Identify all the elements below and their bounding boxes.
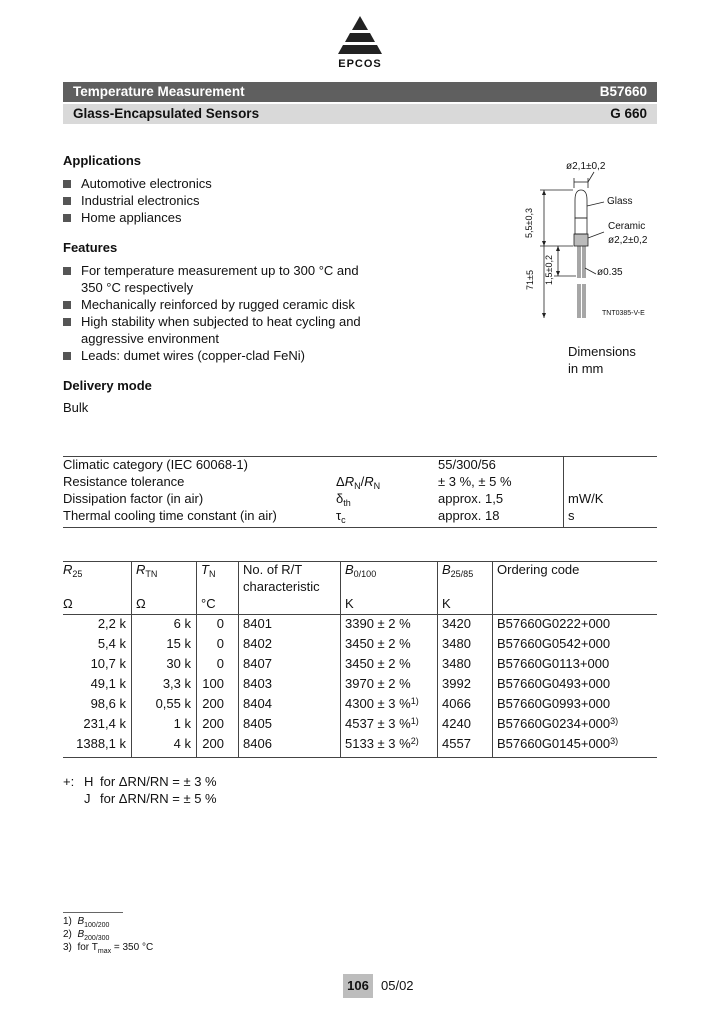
page-number: 106 <box>343 974 373 998</box>
subtitle-banner <box>63 104 657 124</box>
unit-b0100: K <box>345 596 354 611</box>
header-ordering-code: Ordering code <box>497 562 580 577</box>
table-row: 10,7 k 30 k 0 8407 3450 ± 2 % 3480 B57660G0113+000 <box>90 656 610 671</box>
banner-series: G 660 <box>610 106 647 121</box>
footnote-rule <box>63 912 123 913</box>
label-glass: Glass <box>607 196 633 207</box>
header-r25: $R_{25}$ <box>63 562 83 579</box>
header-rt-line1: No. of R/T <box>243 562 303 577</box>
page-date: 05/02 <box>381 978 414 993</box>
legend-letter-j: J <box>84 791 91 806</box>
dim-lead-a: 1,5±0,2 <box>544 255 554 285</box>
epcos-logo <box>330 14 390 72</box>
delivery-heading: Delivery mode <box>63 378 152 393</box>
bullet-icon <box>63 267 71 275</box>
symbol-delta-r: $\Delta R_N/R_N$ <box>336 474 381 491</box>
unit-b2585: K <box>442 596 451 611</box>
footnote-2: 2) $B_{200/300}$ <box>63 929 110 942</box>
dim-diameter-ceramic: ø2,2±0,2 <box>608 235 648 246</box>
dimensions-label: Dimensions <box>568 344 636 359</box>
dimensions-unit-label: in mm <box>568 361 604 376</box>
applications-heading: Applications <box>63 153 142 168</box>
delivery-value: Bulk <box>63 400 89 415</box>
table-row: 49,1 k 3,3 k 100 8403 3970 ± 2 % 3992 B57660G0493+000 <box>90 676 611 691</box>
banner-subtitle: Glass-Encapsulated Sensors <box>73 106 260 121</box>
bullet-icon <box>63 352 71 360</box>
table-row: 231,4 k 1 k 200 8405 4537 ± 3 %$^{1)}$ 4240 $B57660G0234+000^{3)}$ <box>83 716 619 731</box>
logo-text: EPCOS <box>338 58 382 70</box>
title-banner <box>63 82 657 102</box>
table-row: 2,2 k 6 k 0 8401 3390 ± 2 % 3420 B57660G0222+000 <box>97 616 611 631</box>
legend-text-j: for ΔRN/RN = ± 5 % <box>100 791 217 806</box>
bullet-icon <box>63 214 71 222</box>
unit-rtn: Ω <box>136 596 146 611</box>
banner-part-number: B57660 <box>599 84 647 99</box>
legend-prefix: +: <box>63 774 75 789</box>
table-row: 1388,1 k 4 k 200 8406 5133 ± 3 %$^{2)}$ 4557 $B57660G0145+000^{3)}$ <box>76 736 619 751</box>
label-ceramic: Ceramic <box>608 221 646 232</box>
legend-letter-h: H <box>84 774 94 789</box>
bullet-icon <box>63 301 71 309</box>
specs-divider <box>563 456 564 527</box>
table-bottom-rule <box>63 757 657 758</box>
header-b2585: $B_{25/85}$ <box>442 562 474 579</box>
legend-text-h: for ΔRN/RN = ± 3 % <box>100 774 217 789</box>
footnote-3: 3) for $T_{max} = 350$ °C <box>63 942 154 955</box>
dim-lead-diameter: ø0.35 <box>597 267 623 278</box>
table-header-rule <box>63 614 657 615</box>
dim-lead-b: 71±5 <box>525 270 535 290</box>
banner-title: Temperature Measurement <box>73 84 245 99</box>
features-heading: Features <box>63 240 118 255</box>
table-row: 5,4 k 15 k 0 8402 3450 ± 2 % 3480 B57660G0542+000 <box>97 636 611 651</box>
epcos-triangle-icon <box>330 14 390 58</box>
unit-tn: °C <box>201 596 216 611</box>
bullet-icon <box>63 180 71 188</box>
unit-r25: Ω <box>63 596 73 611</box>
header-tn: $T_N$ <box>201 562 216 579</box>
header-rt-line2: characteristic <box>243 579 320 594</box>
bullet-icon <box>63 318 71 326</box>
specs-bottom-rule <box>63 527 657 528</box>
drawing-code: TNT0385-V-E <box>602 310 645 317</box>
table-row: 98,6 k 0,55 k 200 8404 4300 ± 3 %$^{1)}$ 4066 B57660G0993+000 <box>90 696 611 711</box>
bullet-icon <box>63 197 71 205</box>
header-rtn: $R_{TN}$ <box>136 562 158 579</box>
dim-diameter-top: ø2,1±0,2 <box>566 161 606 172</box>
header-b0100: $B_{0/100}$ <box>345 562 377 579</box>
dim-body-length: 5,5±0,3 <box>524 208 534 238</box>
footnote-1: 1) $B_{100/200}$ <box>63 916 110 929</box>
